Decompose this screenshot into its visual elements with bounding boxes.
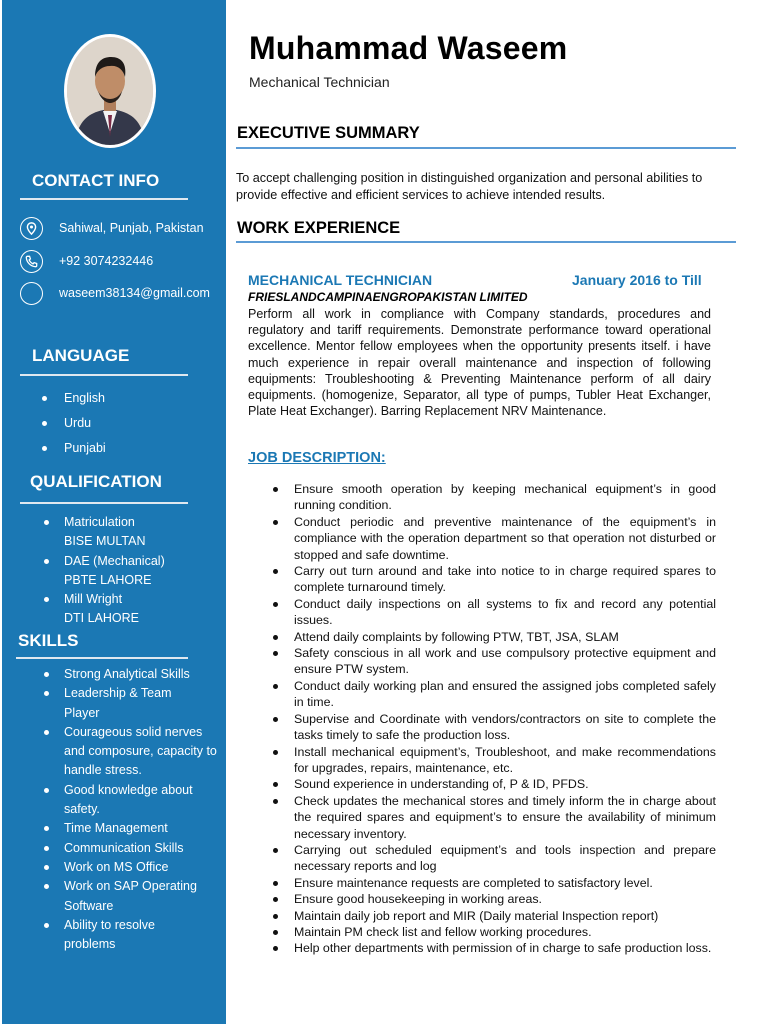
person-portrait-icon [67,37,153,145]
list-item: Carry out turn around and take into notice to in charge required spares to complete turnaround timely. [270,563,716,596]
skills-list [42,665,220,954]
list-item: Check updates the mechanical stores and timely inform the in charge about the required spares and equipment’s to ensure the availability of minimum necessary inventory. [270,793,716,842]
full-name: Muhammad Waseem [249,30,568,66]
list-item: Strong Analytical Skills [42,665,220,684]
list-item: Leadership & Team Player [42,684,192,723]
qualification-list [42,513,165,629]
job-title: MECHANICAL TECHNICIAN [248,272,433,288]
contact-phone-text: +92 3074232446 [59,254,154,268]
list-item: Maintain daily job report and MIR (Daily material Inspection report) [270,908,716,924]
list-item: Conduct daily working plan and ensured the assigned jobs completed safely in time. [270,678,716,711]
list-item [42,552,165,591]
contact-info-heading: CONTACT INFO [32,171,160,190]
list-item: English [40,386,106,411]
list-item: Conduct periodic and preventive maintenance of the equipment’s in compliance with the operation department so that operation not disturbed or stopped and safe downtime. [270,514,716,563]
list-item [42,513,165,552]
list-item: Help other departments with permission of in charge to safe production loss. [270,940,716,956]
list-item: Work on MS Office [42,858,220,877]
list-item: Work on SAP Operating Software [42,877,210,916]
location-pin-icon [20,217,43,240]
language-heading: LANGUAGE [32,346,130,365]
job-role: Mechanical Technician [249,74,390,90]
qualification-institute: BISE MULTAN [64,534,146,549]
list-item: Urdu [40,411,106,436]
company-name: FRIESLANDCAMPINAENGROPAKISTAN LIMITED [248,290,528,304]
contact-location [20,216,204,240]
experience-divider [236,241,736,243]
list-item: Ability to resolve problems [42,916,182,955]
list-item: Attend daily complaints by following PTW, TBT, JSA, SLAM [270,629,716,645]
job-description-heading: JOB DESCRIPTION: [248,450,386,466]
profile-photo [64,34,156,148]
list-item: Communication Skills [42,839,220,858]
job-date: January 2016 to Till [572,272,702,288]
qualification-institute: DTI LAHORE [64,611,140,626]
contact-divider [20,198,188,200]
language-list [40,386,106,461]
executive-summary-heading: EXECUTIVE SUMMARY [237,124,420,142]
work-experience-heading: WORK EXPERIENCE [237,219,401,237]
list-item: Ensure maintenance requests are completed to satisfactory level. [270,875,716,891]
list-item [42,590,165,629]
language-divider [20,374,188,376]
job-summary: Perform all work in compliance with Company standards, procedures and regulatory and tariff requirements. Demonstrate performance toward operational excellence. Mentor fellow employees when the opportunity presents itself. i have much experience in repair overall maintenance and inspection of following equipments: Troubleshooting & Preventing Maintenance perform of all dairy equipments. (homogenize, Separator, all type of pumps, Tubler Heat Exchanger, Plate Heat Exchanger). Barring Replacement NRV Maintenance. [248,307,711,419]
list-item: Safety conscious in all work and use compulsory protective equipment and ensure PTW system. [270,645,716,678]
qualification-title: Matriculation [64,515,135,529]
list-item: Conduct daily inspections on all systems to fix and record any potential issues. [270,596,716,629]
list-item: Ensure good housekeeping in working areas. [270,891,716,907]
list-item: Sound experience in understanding of, P & ID, PFDS. [270,776,716,792]
duties-list [270,481,716,957]
contact-location-text: Sahiwal, Punjab, Pakistan [59,221,204,235]
list-item: Courageous solid nerves and composure, capacity to handle stress. [42,723,220,781]
skills-divider [16,657,188,659]
list-item: Maintain PM check list and fellow working procedures. [270,924,716,940]
list-item: Install mechanical equipment’s, Troubleshoot, and make recommendations for upgrades, repairs, maintenance, etc. [270,744,716,777]
list-item: Punjabi [40,436,106,461]
qualification-title: DAE (Mechanical) [64,553,165,568]
phone-icon [20,250,43,273]
qualification-divider [20,502,188,504]
sidebar [2,0,226,1024]
skills-heading: SKILLS [18,631,79,650]
contact-phone [20,249,153,273]
contact-email[interactable] [20,281,210,305]
qualification-title: Mill Wright [64,592,123,607]
qualification-heading: QUALIFICATION [30,472,162,491]
list-item: Carrying out scheduled equipment’s and tools inspection and prepare necessary reports and log [270,842,716,875]
executive-summary-text: To accept challenging position in distinguished organization and personal abilities to provide effective and efficient services to achieve intended results. [236,171,703,202]
summary-divider [236,147,736,149]
email-icon [20,282,43,305]
contact-email-text[interactable]: waseem38134@gmail.com [59,286,210,300]
qualification-institute: PBTE LAHORE [64,572,152,587]
list-item: Time Management [42,819,220,838]
list-item: Good knowledge about safety. [42,781,220,820]
list-item: Ensure smooth operation by keeping mechanical equipment’s in good running condition. [270,481,716,514]
list-item: Supervise and Coordinate with vendors/contractors on site to complete the tasks timely to safe the production loss. [270,711,716,744]
